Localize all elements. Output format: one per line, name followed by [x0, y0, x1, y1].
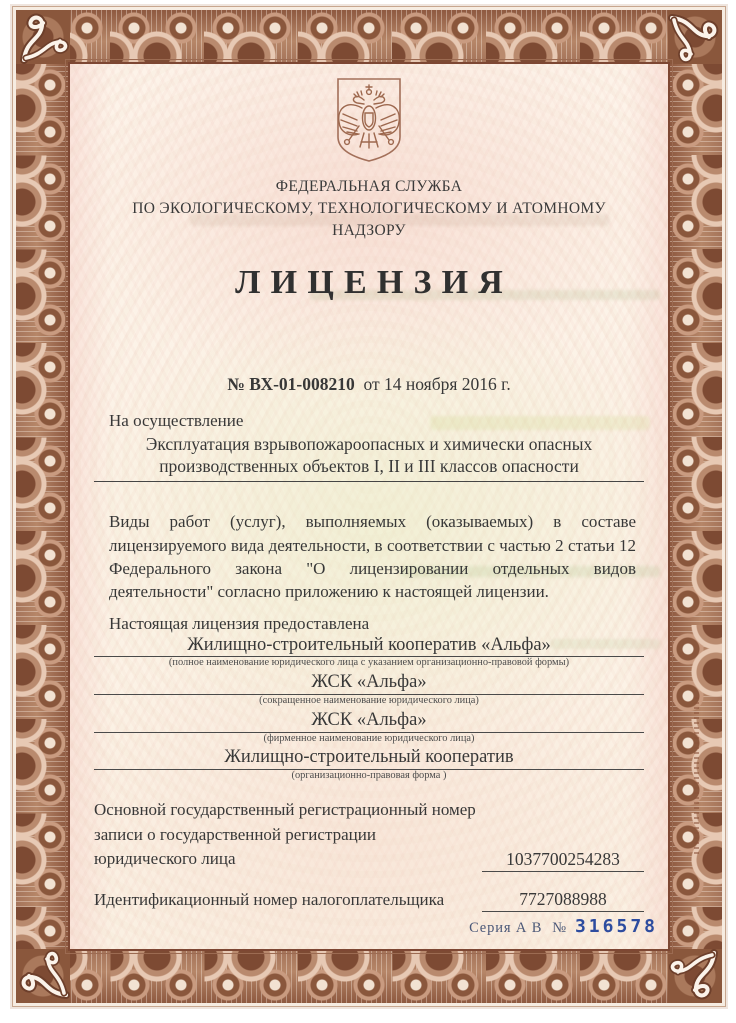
series-label: Серия А В	[469, 920, 543, 936]
document-paper	[68, 62, 670, 951]
license-date: от 14 ноября 2016 г.	[363, 374, 511, 394]
agency-name-line1: ФЕДЕРАЛЬНАЯ СЛУЖБА	[275, 178, 463, 195]
number-sign: №	[227, 374, 245, 394]
grantee-entry-full-name	[94, 634, 644, 670]
works-paragraph: Виды работ (услуг), выполняемых (оказываемых) в составе лицензируемого вида деятельности, в соответствии с частью 2 статьи 12 Федерального закона "О лицензировании отдельных видов деятельности" согласно приложению к настоящей лицензии.	[109, 512, 636, 602]
activity-line1: Эксплуатация взрывопожароопасных и химически опасных	[145, 434, 593, 454]
border-corner-flourish	[668, 10, 722, 64]
serial-number: 316578	[574, 916, 658, 937]
grantee-short-name-caption: (сокращенное наименование юридического лица)	[259, 694, 479, 706]
inn-row	[94, 889, 644, 912]
grantee-brand-name-caption: (фирменное наименование юридического лица)	[263, 732, 475, 744]
border-corner-flourish	[668, 949, 722, 1003]
grantee-entry-brand-name	[94, 709, 644, 745]
serial-number-sign: №	[552, 920, 567, 936]
grantee-short-name: ЖСК «Альфа»	[94, 671, 644, 695]
border-corner-flourish	[16, 949, 70, 1003]
grantee-full-name: Жилищно-строительный кооператив «Альфа»	[94, 634, 644, 658]
ogrn-value: 1037700254283	[482, 849, 644, 872]
license-number-line	[94, 374, 644, 395]
ornamental-border	[12, 6, 726, 1007]
border-band-bottom	[16, 951, 722, 1003]
inn-value: 7727088988	[482, 889, 644, 912]
serial-line	[469, 916, 658, 937]
grantee-entry-legal-form	[94, 746, 644, 782]
border-band-top	[16, 10, 722, 62]
issuing-agency	[94, 176, 644, 242]
grantee-intro: Настоящая лицензия предоставлена	[109, 613, 370, 633]
russian-coat-of-arms-icon	[331, 76, 407, 164]
activity-underline	[94, 481, 644, 482]
grantee-legal-form: Жилищно-строительный кооператив	[94, 746, 644, 770]
border-corner-flourish	[16, 10, 70, 64]
licensed-activity	[94, 433, 644, 477]
license-number: ВХ-01-008210	[249, 374, 355, 394]
ogrn-row	[94, 798, 644, 872]
grantee-entry-short-name	[94, 671, 644, 707]
grantee-legal-form-caption: (организационно-правовая форма )	[291, 770, 447, 782]
grantee-brand-name: ЖСК «Альфа»	[94, 709, 644, 733]
grantee-full-name-caption: (полное наименование юридического лица с указанием организационно-правовой формы)	[168, 657, 570, 669]
activity-line2: производственных объектов I, II и III классов опасности	[159, 456, 579, 477]
document-title: ЛИЦЕНЗИЯ	[235, 264, 514, 301]
agency-name-line2: ПО ЭКОЛОГИЧЕСКОМУ, ТЕХНОЛОГИЧЕСКОМУ И АТОМНОМУ НАДЗОРУ	[132, 200, 606, 239]
border-band-left	[16, 61, 68, 952]
activity-intro: На осуществление	[109, 411, 244, 430]
ogrn-label: Основной государственный регистрационный номер записи о государственной регистрации юридического лица	[94, 799, 476, 869]
printer-microtext-strip	[694, 697, 699, 857]
inn-label: Идентификационный номер налогоплательщика	[94, 889, 445, 909]
